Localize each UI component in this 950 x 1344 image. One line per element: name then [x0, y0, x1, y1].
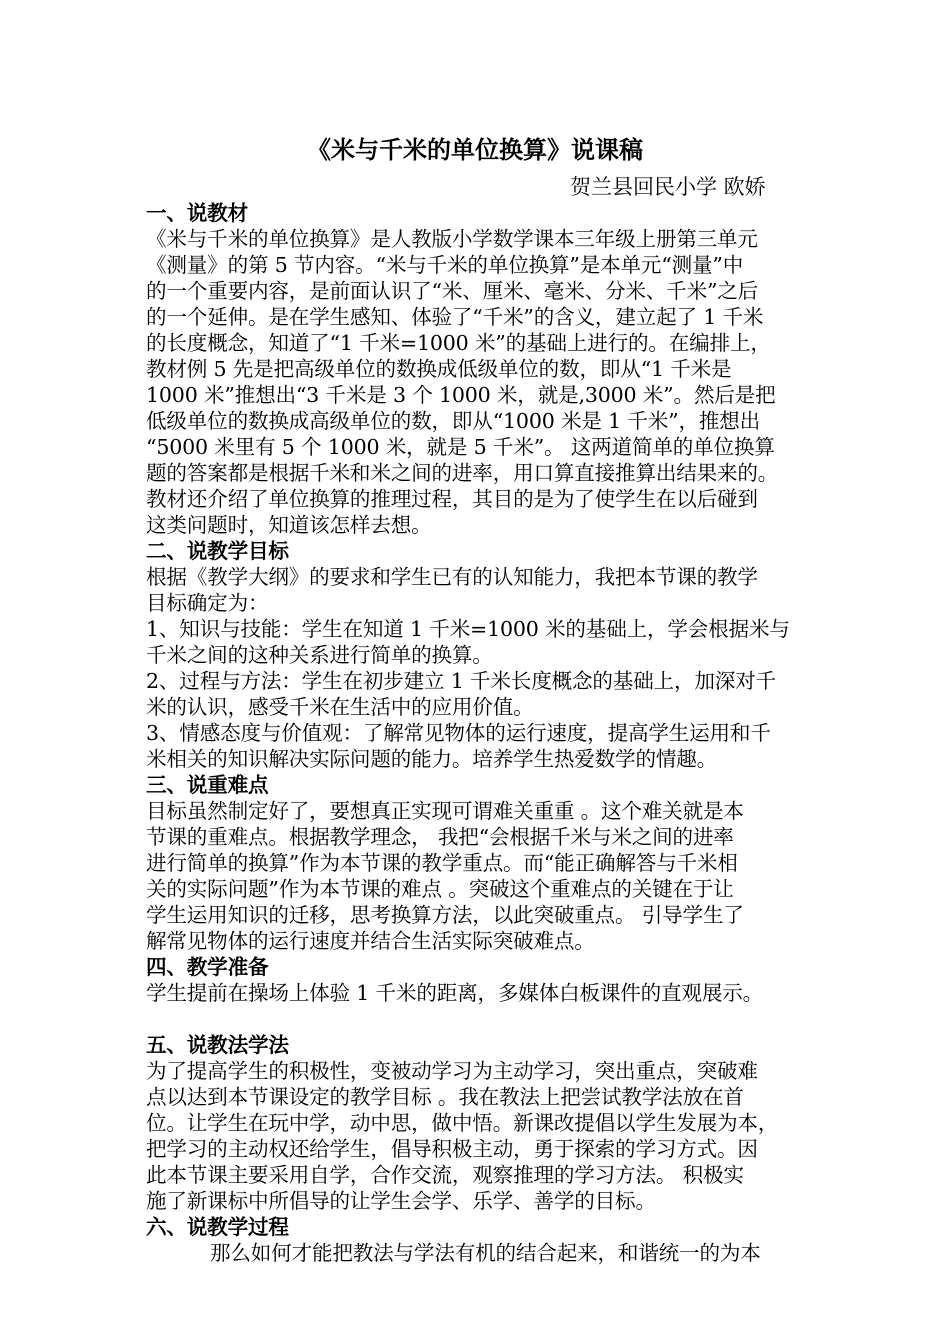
paragraph-line: 米的认识，感受千米在生活中的应用价值。	[146, 695, 534, 719]
paragraph-line: 3、情感态度与价值观：了解常见物体的运行速度，提高学生运用和千	[146, 721, 771, 745]
section-heading: 一、说教材	[146, 201, 248, 225]
paragraph-line: 千米之间的这种关系进行简单的换算。	[146, 643, 493, 667]
paragraph-line: 2、过程与方法：学生在初步建立 1 千米长度概念的基础上，加深对千	[146, 669, 776, 693]
paragraph-line: 关的实际问题”作为本节课的难点 。突破这个重难点的关键在于让	[146, 877, 734, 901]
paragraph-line: 的一个重要内容，是前面认识了“米、厘米、毫米、分米、千米”之后	[146, 279, 759, 303]
paragraph-line: 1000 米”推想出“3 千米是 3 个 1000 米，就是,3000 米”。然后是把	[146, 383, 776, 407]
paragraph-line: 低级单位的数换成高级单位的数，即从“1000 米是 1 千米”，推想出	[146, 409, 761, 433]
paragraph-line: 这类问题时，知道该怎样去想。	[146, 513, 432, 537]
paragraph-line: 位。让学生在玩中学，动中思，做中悟。新课改提倡以学生发展为本，	[146, 1111, 779, 1135]
section-heading: 三、说重难点	[146, 773, 269, 797]
paragraph-line: 解常见物体的运行速度并结合生活实际突破难点。	[146, 929, 595, 953]
paragraph-line: 的一个延伸。是在学生感知、体验了“千米”的含义，建立起了 1 千米	[146, 305, 764, 329]
document-body	[146, 200, 826, 1266]
paragraph-line: “5000 米里有 5 个 1000 米，就是 5 千米”。 这两道简单的单位换算	[146, 435, 775, 459]
paragraph-line: 1、知识与技能：学生在知道 1 千米=1000 米的基础上，学会根据米与	[146, 617, 790, 641]
document-author: 贺兰县回民小学 欧娇	[570, 175, 766, 199]
paragraph-line: 教材还介绍了单位换算的推理过程，其目的是为了使学生在以后碰到	[146, 487, 758, 511]
paragraph-line: 根据《教学大纲》的要求和学生已有的认知能力，我把本节课的教学	[146, 565, 758, 589]
blank-line	[146, 1006, 826, 1032]
paragraph-line: 学生提前在操场上体验 1 千米的距离，多媒体白板课件的直观展示。	[146, 981, 764, 1005]
paragraph-line: 目标虽然制定好了，要想真正实现可谓难关重重 。这个难关就是本	[146, 799, 744, 823]
document-title: 《米与千米的单位换算》说课稿	[307, 135, 643, 164]
paragraph-line: 题的答案都是根据千米和米之间的进率，用口算直接推算出结果来的。	[146, 461, 779, 485]
paragraph-line: 为了提高学生的积极性，变被动学习为主动学习，突出重点，突破难	[146, 1059, 758, 1083]
paragraph-line: 学生运用知识的迁移，思考换算方法，以此突破重点。 引导学生了	[146, 903, 744, 927]
paragraph-line: 施了新课标中所倡导的让学生会学、乐学、善学的目标。	[146, 1189, 656, 1213]
paragraph-line: 进行简单的换算”作为本节课的教学重点。而“能正确解答与千米相	[146, 851, 738, 875]
paragraph-line: 《米与千米的单位换算》是人教版小学数学课本三年级上册第三单元	[146, 227, 758, 251]
section-heading: 六、说教学过程	[146, 1215, 289, 1239]
paragraph-line: 的长度概念，知道了“1 千米=1000 米”的基础上进行的。在编排上，	[146, 331, 771, 355]
section-heading: 四、教学准备	[146, 955, 269, 979]
paragraph-line: 目标确定为：	[146, 591, 269, 615]
paragraph-line: 把学习的主动权还给学生，倡导积极主动，勇于探索的学习方式。因	[146, 1137, 758, 1161]
paragraph-line: 那么如何才能把教法与学法有机的结合起来，和谐统一的为本	[210, 1241, 761, 1265]
paragraph-line: 此本节课主要采用自学，合作交流，观察推理的学习方法。 积极实	[146, 1163, 744, 1187]
paragraph-line: 节课的重难点。根据教学理念， 我把“会根据千米与米之间的进率	[146, 825, 734, 849]
paragraph-line: 点以达到本节课设定的教学目标 。我在教法上把尝试教学法放在首	[146, 1085, 744, 1109]
section-heading: 二、说教学目标	[146, 539, 289, 563]
paragraph-line: 米相关的知识解决实际问题的能力。培养学生热爱数学的情趣。	[146, 747, 718, 771]
paragraph-line: 教材例 5 先是把高级单位的数换成低级单位的数，即从“1 千米是	[146, 357, 732, 381]
section-heading: 五、说教法学法	[146, 1033, 289, 1057]
paragraph-line: 《测量》的第 5 节内容。“米与千米的单位换算”是本单元“测量”中	[146, 253, 744, 277]
